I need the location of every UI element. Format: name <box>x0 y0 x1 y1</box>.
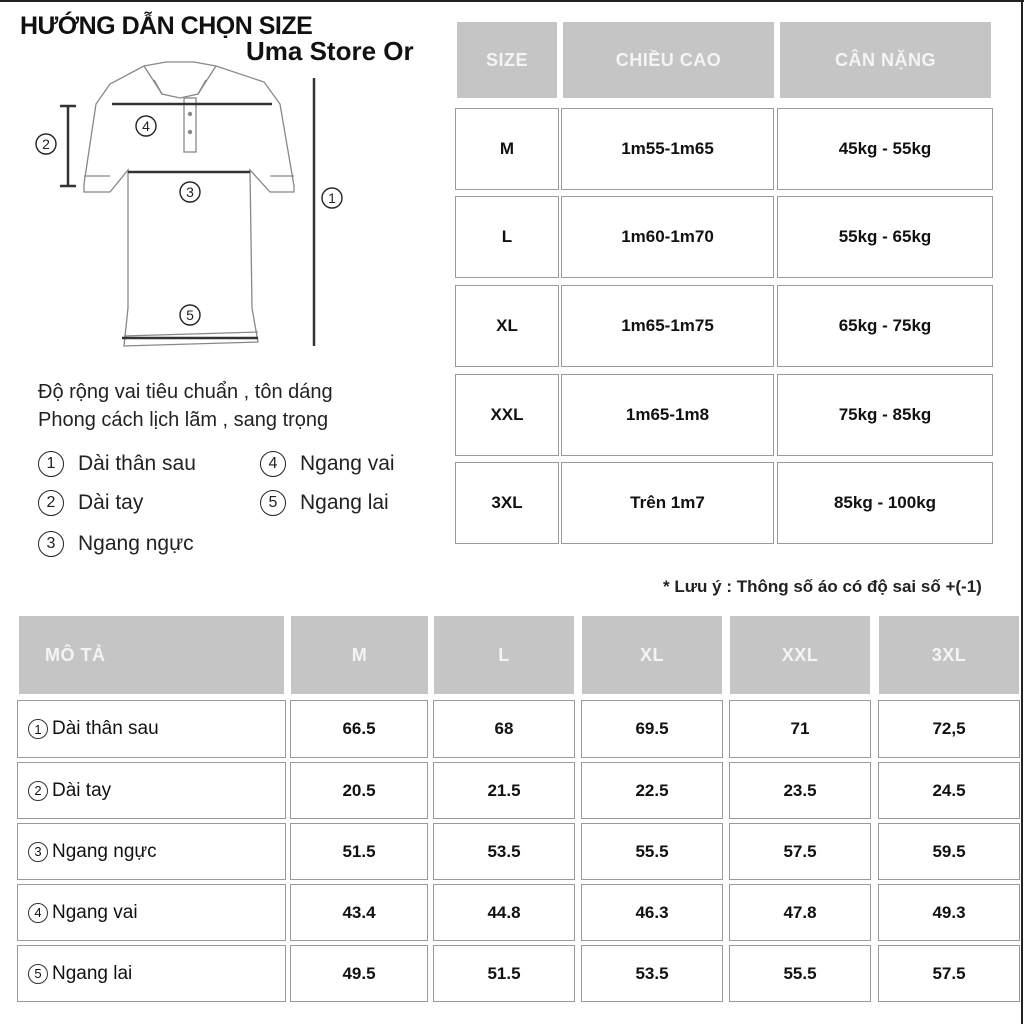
number-3-icon: 3 <box>28 842 48 862</box>
marker-2 <box>36 134 56 154</box>
number-2-icon: 2 <box>28 781 48 801</box>
size-cell: XXL <box>455 374 559 456</box>
marker-3 <box>180 182 200 202</box>
height-header: CHIỀU CAO <box>561 20 776 100</box>
measure-value: 55.5 <box>729 945 871 1002</box>
legend-item-4 <box>260 451 395 477</box>
legend-label: Ngang vai <box>300 452 395 475</box>
legend-label: Ngang lai <box>300 491 389 514</box>
size-3xl-header: 3XL <box>877 614 1021 696</box>
number-5-icon: 5 <box>260 490 286 516</box>
svg-text:3: 3 <box>186 184 194 200</box>
number-1-icon: 1 <box>28 719 48 739</box>
weight-cell: 65kg - 75kg <box>777 285 993 367</box>
height-cell: 1m65-1m75 <box>561 285 774 367</box>
legend-label: Dài tay <box>78 491 144 514</box>
marker-4 <box>136 116 156 136</box>
measure-value: 47.8 <box>729 884 871 941</box>
measure-label: 2 Dài tay <box>17 762 286 819</box>
size-cell: M <box>455 108 559 190</box>
measure-value: 69.5 <box>581 700 723 758</box>
description-line-2: Phong cách lịch lãm , sang trọng <box>38 409 329 431</box>
height-cell: 1m55-1m65 <box>561 108 774 190</box>
measure-value: 51.5 <box>290 823 428 880</box>
svg-text:5: 5 <box>186 307 194 323</box>
svg-text:4: 4 <box>142 118 150 134</box>
measure-value: 53.5 <box>433 823 575 880</box>
legend-label: Ngang ngực <box>78 532 194 555</box>
number-1-icon: 1 <box>38 451 64 477</box>
measure-label: 4 Ngang vai <box>17 884 286 941</box>
measure-value: 71 <box>729 700 871 758</box>
measure-value: 49.5 <box>290 945 428 1002</box>
number-5-icon: 5 <box>28 964 48 984</box>
marker-1 <box>322 188 342 208</box>
svg-text:1: 1 <box>328 190 336 206</box>
measure-value: 72,5 <box>878 700 1020 758</box>
weight-cell: 85kg - 100kg <box>777 462 993 544</box>
store-name: Uma Store Or <box>246 36 414 66</box>
measure-value: 66.5 <box>290 700 428 758</box>
page-title: HƯỚNG DẪN CHỌN SIZE <box>20 12 313 40</box>
number-4-icon: 4 <box>260 451 286 477</box>
weight-cell: 55kg - 65kg <box>777 196 993 278</box>
weight-header: CÂN NẶNG <box>778 20 993 100</box>
measure-value: 68 <box>433 700 575 758</box>
measure-value: 46.3 <box>581 884 723 941</box>
measure-value: 49.3 <box>878 884 1020 941</box>
measure-value: 55.5 <box>581 823 723 880</box>
description-header: MÔ TẢ <box>17 614 286 696</box>
legend-item-2 <box>38 490 143 516</box>
tolerance-note: * Lưu ý : Thông số áo có độ sai số +(-1) <box>663 577 982 596</box>
size-l-header: L <box>432 614 576 696</box>
size-xxl-header: XXL <box>728 614 872 696</box>
size-m-header: M <box>289 614 430 696</box>
description <box>38 378 333 434</box>
height-cell: 1m65-1m8 <box>561 374 774 456</box>
legend-item-3 <box>38 531 194 557</box>
number-4-icon: 4 <box>28 903 48 923</box>
size-cell: XL <box>455 285 559 367</box>
measure-value: 57.5 <box>878 945 1020 1002</box>
legend-label: Dài thân sau <box>78 452 196 475</box>
weight-cell: 45kg - 55kg <box>777 108 993 190</box>
number-3-icon: 3 <box>38 531 64 557</box>
frame-right-line <box>1021 0 1023 1024</box>
height-cell: 1m60-1m70 <box>561 196 774 278</box>
height-cell: Trên 1m7 <box>561 462 774 544</box>
measure-value: 57.5 <box>729 823 871 880</box>
measure-label: 1 Dài thân sau <box>17 700 286 758</box>
measure-value: 44.8 <box>433 884 575 941</box>
measure-value: 23.5 <box>729 762 871 819</box>
measure-label: 3 Ngang ngực <box>17 823 286 880</box>
legend-item-5 <box>260 490 389 516</box>
measure-label: 5 Ngang lai <box>17 945 286 1002</box>
svg-text:2: 2 <box>42 136 50 152</box>
size-cell: L <box>455 196 559 278</box>
description-line-1: Độ rộng vai tiêu chuẩn , tôn dáng <box>38 381 333 403</box>
measure-value: 22.5 <box>581 762 723 819</box>
frame-top-line <box>0 0 1024 2</box>
shirt-diagram <box>26 58 356 358</box>
measure-value: 59.5 <box>878 823 1020 880</box>
measure-value: 53.5 <box>581 945 723 1002</box>
weight-cell: 75kg - 85kg <box>777 374 993 456</box>
size-cell: 3XL <box>455 462 559 544</box>
size-header: SIZE <box>455 20 559 100</box>
measure-value: 43.4 <box>290 884 428 941</box>
legend-item-1 <box>38 451 196 477</box>
marker-5 <box>180 305 200 325</box>
measure-value: 51.5 <box>433 945 575 1002</box>
measure-value: 24.5 <box>878 762 1020 819</box>
number-2-icon: 2 <box>38 490 64 516</box>
measure-value: 21.5 <box>433 762 575 819</box>
measure-value: 20.5 <box>290 762 428 819</box>
size-xl-header: XL <box>580 614 724 696</box>
